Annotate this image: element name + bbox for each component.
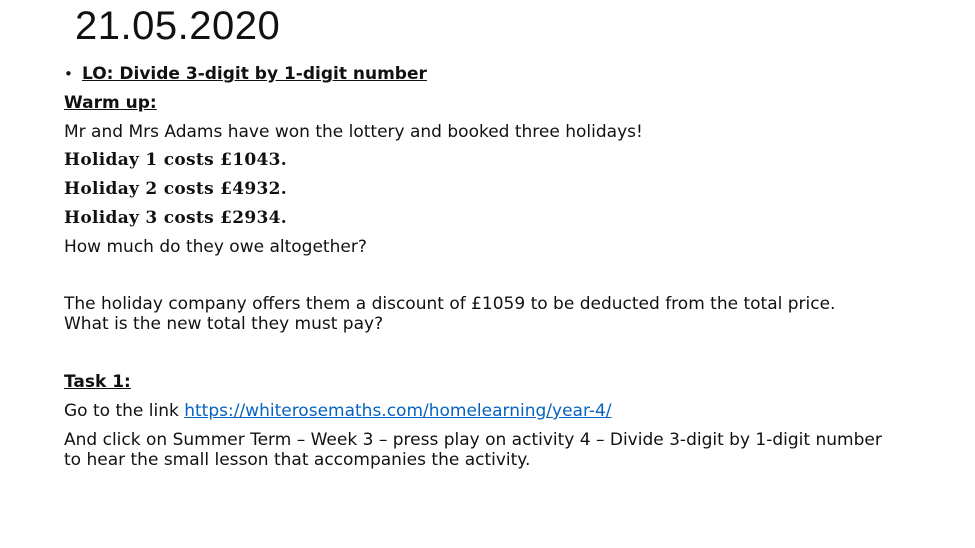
slide-title: 21.05.2020 bbox=[75, 4, 281, 48]
warmup-intro: Mr and Mrs Adams have won the lottery and booked three holidays! bbox=[64, 122, 643, 142]
discount-line-2: What is the new total they must pay? bbox=[64, 314, 384, 334]
task-instruction-line-1: And click on Summer Term – Week 3 – press play on activity 4 – Divide 3-digit by 1-digit number bbox=[64, 430, 882, 450]
task-instruction-line-2: to hear the small lesson that accompanies the activity. bbox=[64, 450, 531, 470]
holiday-3-cost: Holiday 3 costs £2934. bbox=[64, 208, 288, 228]
whiterose-link[interactable]: https://whiterosemaths.com/homelearning/year-4/ bbox=[184, 401, 612, 421]
task-heading: Task 1: bbox=[64, 372, 131, 392]
learning-objective-text: LO: Divide 3-digit by 1-digit number bbox=[82, 64, 427, 84]
task-link-line bbox=[64, 401, 612, 421]
holiday-1-cost: Holiday 1 costs £1043. bbox=[64, 150, 288, 170]
task-link-prefix: Go to the link bbox=[64, 401, 185, 421]
learning-objective bbox=[64, 64, 427, 84]
bullet-icon: • bbox=[64, 65, 73, 83]
question-total: How much do they owe altogether? bbox=[64, 237, 367, 257]
warmup-heading: Warm up: bbox=[64, 93, 157, 113]
holiday-2-cost: Holiday 2 costs £4932. bbox=[64, 179, 288, 199]
discount-line-1: The holiday company offers them a discount of £1059 to be deducted from the total price. bbox=[64, 294, 836, 314]
